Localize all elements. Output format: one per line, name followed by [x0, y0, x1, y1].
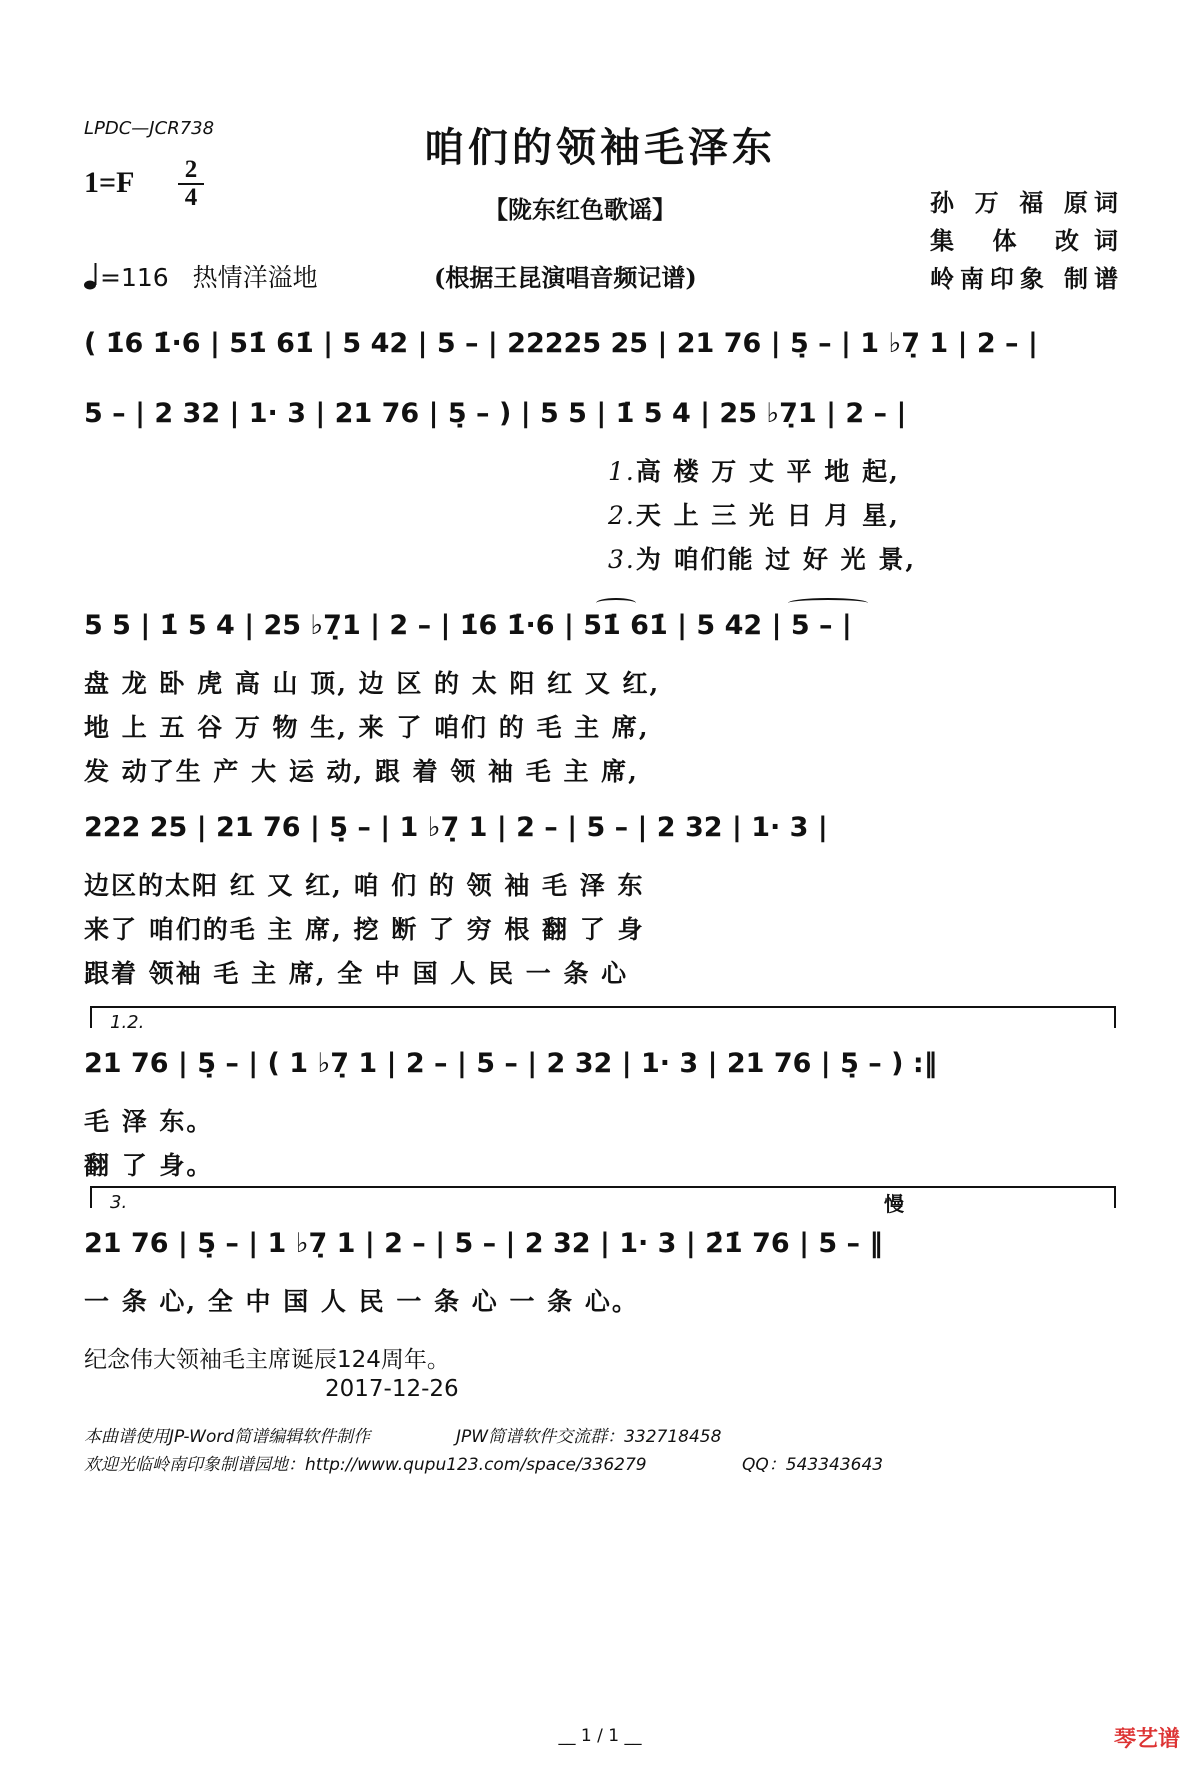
watermark-logo: 琴艺谱 [1113, 1727, 1180, 1752]
song-title: 咱们的领袖毛泽东 [424, 124, 776, 171]
subtitle: 【陇东红色歌谣】 [484, 195, 676, 224]
score-code: LPDC—JCR738 [84, 118, 215, 139]
credit-lyrics-original: 孙 万 福 原词 [930, 188, 1118, 217]
page-number: __ 1 / 1 __ [558, 1726, 642, 1746]
lyric-verse-2-intro: 2.天 上 三 光 日 月 星, [608, 501, 900, 530]
volta-bracket-start [90, 1006, 92, 1028]
lyric-row-4-verse-1: 边区的太阳 红 又 红, 咱 们 的 领 袖 毛 泽 东 [84, 871, 645, 900]
volta-3-label: 3. [110, 1192, 128, 1213]
qq-info: QQ：543343643 [742, 1455, 884, 1475]
date: 2017-12-26 [325, 1376, 459, 1402]
lyric-row-5-verse-1: 毛 泽 东。 [84, 1107, 214, 1136]
group-info: JPW简谱软件交流群：332718458 [456, 1427, 722, 1447]
meter-top: 2 [184, 156, 198, 183]
score-row-1: ( 1̇6 1̇·6 | 51̇ 61̇ | 5 42 | 5 – | 22225 25 | 21 76 | 5̣ – | 1 ♭7̣ 1 | 2 – | [84, 328, 1038, 359]
site-link[interactable]: 欢迎光临岭南印象制谱园地：http://www.qupu123.com/space/336279 [84, 1455, 647, 1475]
score-row-6: 21 76 | 5̣ – | 1 ♭7̣ 1 | 2 – | 5 – | 2 32 | 1· 3 | 2̇1̇ 76 | 5 – ‖ [84, 1228, 883, 1259]
software-credit: 本曲谱使用JP-Word简谱编辑软件制作 [84, 1427, 371, 1447]
expression-mark: 热情洋溢地 [192, 263, 318, 292]
quarter-note-icon [84, 261, 100, 297]
volta-3-bracket-start [90, 1186, 92, 1208]
volta-1-2-label: 1.2. [110, 1012, 145, 1033]
source-note: (根据王昆演唱音频记谱) [434, 263, 697, 292]
volta-bracket-end [1114, 1006, 1116, 1028]
credits [930, 184, 1118, 298]
lyric-row-6: 一 条 心, 全 中 国 人 民 一 条 心 一 条 心。 [84, 1287, 639, 1316]
score-row-2: 5 – | 2 32 | 1· 3 | 21 76 | 5̣ – ) | 5 5 | 1̇ 5 4 | 25 ♭7̣1 | 2 – | [84, 398, 907, 429]
credit-lyrics-adapted: 集 体 改词 [930, 226, 1118, 255]
volta-3-bracket-end [1114, 1186, 1116, 1208]
lyric-row-5-verse-2: 翻 了 身。 [84, 1151, 214, 1180]
tempo-marking [84, 258, 318, 297]
lyric-row-3-verse-2: 地 上 五 谷 万 物 生, 来 了 咱们 的 毛 主 席, [84, 713, 650, 742]
score-row-5: 21 76 | 5̣ – | ( 1 ♭7̣ 1 | 2 – | 5 – | 2 32 | 1· 3 | 21 76 | 5̣ – ) :‖ [84, 1048, 938, 1079]
slur [788, 598, 868, 608]
slow-marking: 慢 [884, 1192, 904, 1216]
lyric-verse-3-intro: 3.为 咱们能 过 好 光 景, [608, 545, 917, 574]
tempo-value: =116 [100, 263, 169, 292]
lyric-verse-1-intro: 1.高 楼 万 丈 平 地 起, [608, 457, 900, 486]
lyric-row-3-verse-3: 发 动了生 产 大 运 动, 跟 着 领 袖 毛 主 席, [84, 757, 639, 786]
slur [596, 598, 636, 608]
volta-bracket-line [90, 1006, 1114, 1008]
lyric-row-3-verse-1: 盘 龙 卧 虎 高 山 顶, 边 区 的 太 阳 红 又 红, [84, 669, 661, 698]
memorial-note: 纪念伟大领袖毛主席诞辰124周年。 [84, 1347, 450, 1373]
volta-3-bracket-line [90, 1186, 1114, 1188]
meter-bottom: 4 [184, 184, 198, 211]
lyric-row-4-verse-2: 来了 咱们的毛 主 席, 挖 断 了 穷 根 翻 了 身 [84, 915, 645, 944]
key-signature: 1=F [84, 166, 135, 199]
score-row-3: 5 5 | 1̇ 5 4 | 25 ♭7̣1 | 2 – | 1̇6 1̇·6 | 51̇ 61̇ | 5 42 | 5 – | [84, 610, 852, 641]
time-signature [178, 158, 204, 210]
lyric-row-4-verse-3: 跟着 领袖 毛 主 席, 全 中 国 人 民 一 条 心 [84, 959, 629, 988]
credit-notation: 岭南印象 制谱 [930, 264, 1118, 293]
score-row-4: 222 25 | 21 76 | 5̣ – | 1 ♭7̣ 1 | 2 – | 5 – | 2 32 | 1· 3 | [84, 812, 828, 843]
